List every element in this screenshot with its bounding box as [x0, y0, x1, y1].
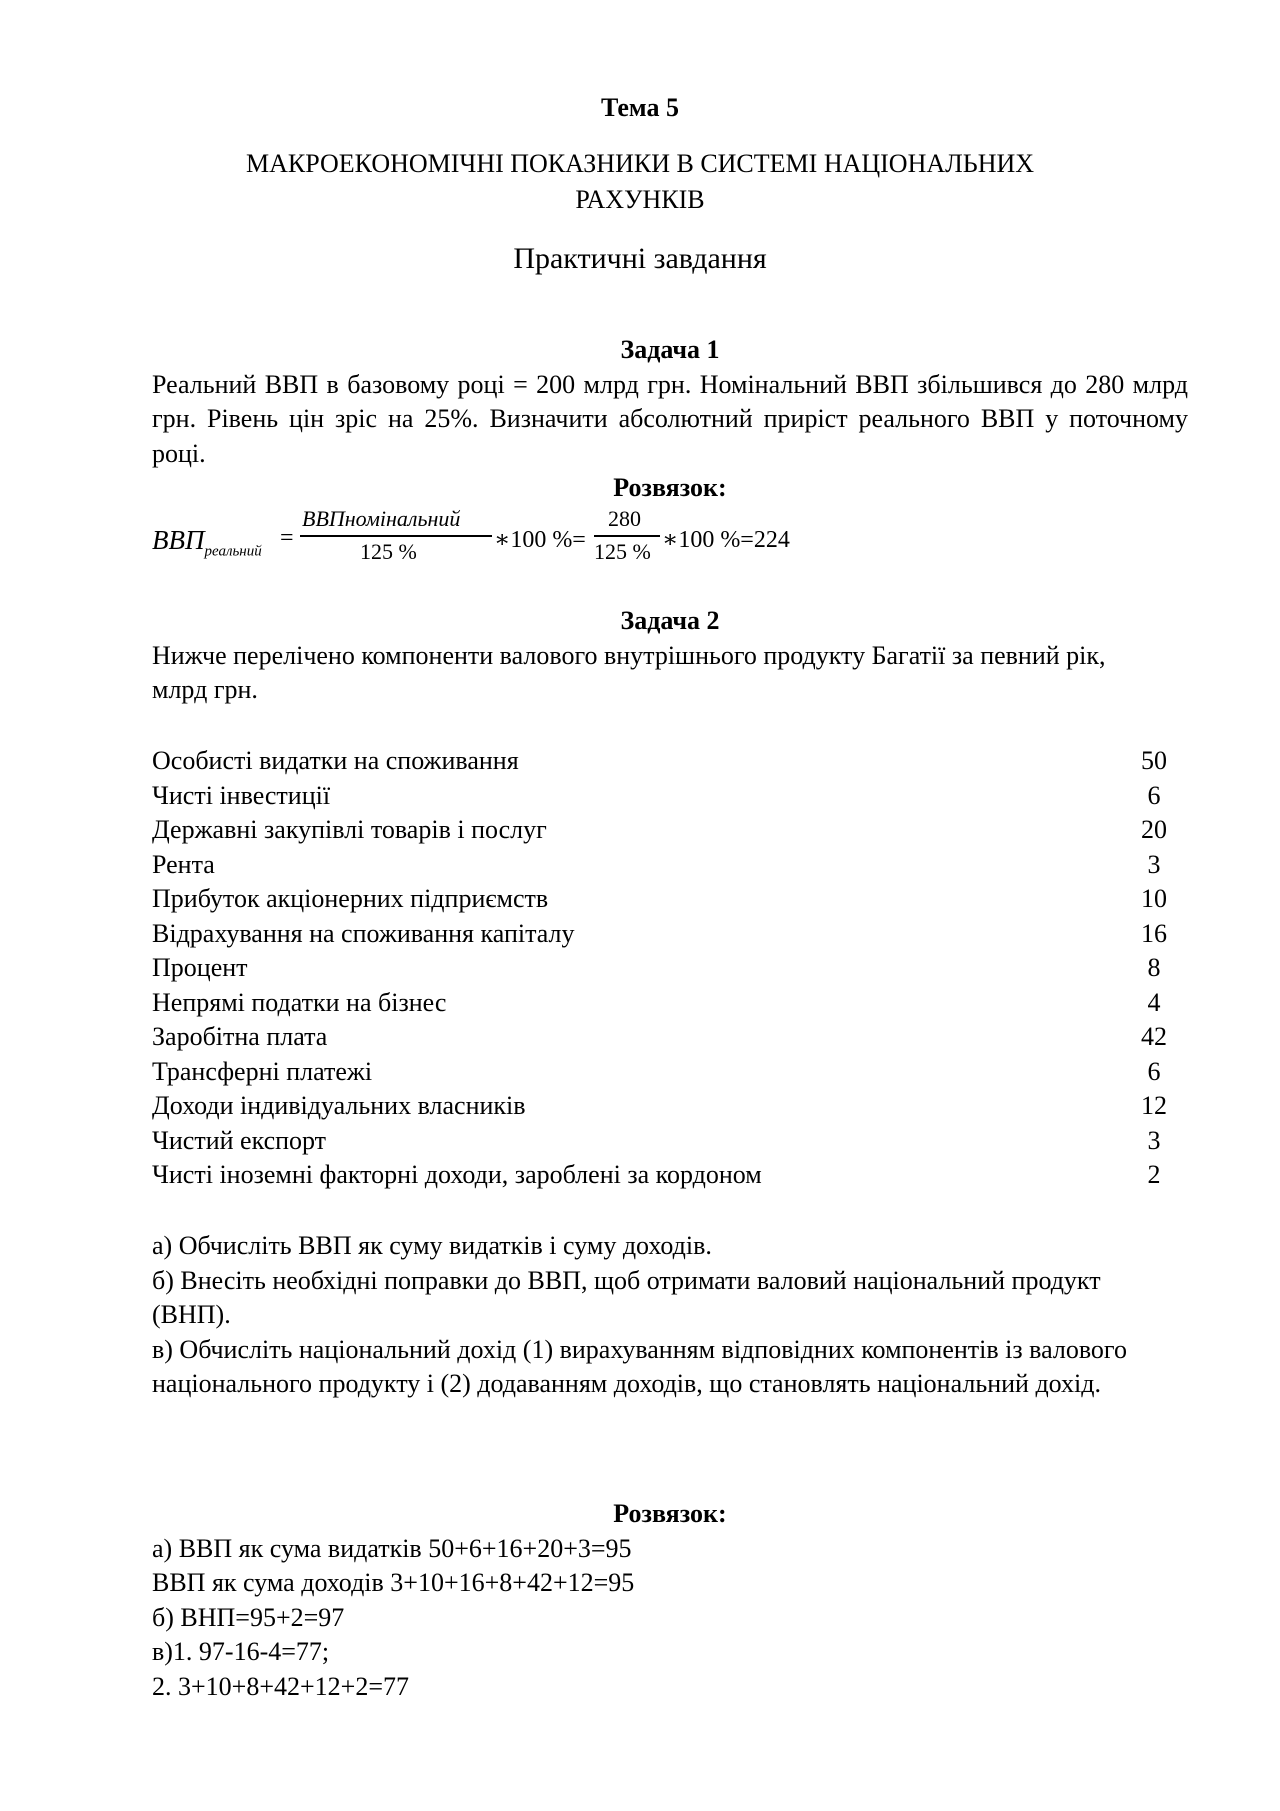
component-row: [152, 1055, 1188, 1090]
task2-intro: Нижче перелічено компоненти валового внутрішнього продукту Багатії за певний рік, млрд грн.: [152, 640, 1106, 704]
component-label: Чисті інвестиції: [152, 780, 331, 810]
component-label: Особисті видатки на споживання: [152, 746, 519, 775]
solution-line: б) ВНП=95+2=97: [152, 1602, 345, 1632]
component-value: 8: [1147, 953, 1161, 982]
task2-section: [152, 604, 1188, 708]
solution-line: ВВП як сума доходів 3+10+16+8+42+12=95: [152, 1568, 635, 1597]
component-label: Прибуток акціонерних підприємств: [152, 884, 549, 913]
component-label: Доходи індивідуальних власників: [152, 1091, 526, 1120]
formula-result: ∗100 %=224: [662, 527, 790, 553]
fraction-line-2: [594, 535, 660, 537]
formula-multiplier-1: ∗100 %=: [494, 527, 586, 553]
component-row: [152, 779, 1188, 814]
solution-line: 2. 3+10+8+42+12+2=77: [152, 1671, 409, 1701]
component-label: Державні закупівлі товарів і послуг: [152, 815, 547, 844]
component-row: [152, 848, 1188, 883]
component-value: 20: [1141, 815, 1167, 844]
component-value: 2: [1147, 1160, 1161, 1189]
task2-questions: [152, 1229, 1188, 1402]
component-value: 3: [1147, 1125, 1161, 1155]
formula-lhs: $ВВП_{реальний}$: [152, 525, 262, 560]
component-row: [152, 813, 1188, 848]
component-value: 6: [1147, 780, 1161, 810]
component-row: [152, 882, 1188, 917]
question-b: б) Внесіть необхідні поправки до ВВП, щоб отримати валовий національний продукт (ВНП).: [152, 1265, 1101, 1329]
question-c-line-2: національного продукту і (2) додаванням доходів, що становлять національний дохід.: [152, 1369, 1101, 1398]
topic-heading: Тема 5: [601, 93, 679, 122]
task1-heading: Задача 1: [620, 335, 720, 364]
component-row: [152, 1124, 1188, 1159]
task1-text: Реальний ВВП в базовому році = 200 млрд грн. Номінальний ВВП збільшився до 280 млрд грн. Рівень цін зріс на 25%. Визначити абсолютний приріст реального ВВП у поточному році.: [152, 369, 1188, 468]
component-value: 50: [1141, 746, 1167, 775]
question-a: а) Обчисліть ВВП як суму видатків і суму доходів.: [152, 1231, 712, 1260]
component-row: [152, 986, 1188, 1021]
task2-heading: Задача 2: [620, 606, 720, 635]
component-label: Заробітна плата: [152, 1022, 328, 1051]
page-title: МАКРОЕКОНОМІЧНІ ПОКАЗНИКИ В СИСТЕМІ НАЦІОНАЛЬНИХ РАХУНКІВ: [245, 149, 1035, 214]
task1-solution-heading: Розвязок:: [613, 473, 727, 502]
component-value: 16: [1141, 918, 1167, 948]
component-value: 42: [1141, 1022, 1167, 1051]
solution-line: а) ВВП як сума видатків 50+6+16+20+3=95: [152, 1533, 632, 1563]
solution-line: в)1. 97-16-4=77;: [152, 1637, 330, 1666]
question-c-line-1: в) Обчисліть національний дохід (1) вирахуванням відповідних компонентів із валового: [152, 1334, 1127, 1364]
fraction-line-1: [300, 535, 492, 537]
component-label: Відрахування на споживання капіталу: [152, 918, 575, 948]
formula-denominator-2: 125 %: [594, 539, 651, 564]
component-value: 6: [1147, 1056, 1161, 1086]
component-row: [152, 1089, 1188, 1124]
component-label: Процент: [152, 953, 248, 982]
component-row: [152, 1158, 1188, 1193]
task2-solution: [152, 1497, 1188, 1704]
component-row: [152, 1020, 1188, 1055]
component-row: [152, 951, 1188, 986]
task1-section: [152, 333, 1188, 506]
task2-solution-heading: Розвязок:: [613, 1499, 727, 1528]
component-value: 4: [1147, 987, 1161, 1017]
formula-equals: =: [280, 525, 294, 551]
component-row: [152, 744, 1188, 779]
components-list: [152, 744, 1188, 1193]
component-label: Чистий експорт: [152, 1125, 327, 1155]
component-label: Рента: [152, 849, 215, 879]
component-value: 3: [1147, 849, 1161, 879]
page-subtitle: Практичні завдання: [513, 242, 767, 275]
component-value: 10: [1141, 884, 1167, 913]
formula-denominator-1: 125 %: [360, 539, 417, 564]
solution-lines: [152, 1532, 1188, 1705]
component-value: 12: [1141, 1091, 1167, 1120]
formula-numerator-2: 280: [608, 506, 641, 531]
component-row: [152, 917, 1188, 952]
component-label: Трансферні платежі: [152, 1056, 373, 1086]
component-label: Чисті іноземні факторні доходи, зароблені за кордоном: [152, 1160, 762, 1189]
formula-lhs-subscript: реальний: [204, 543, 262, 560]
component-label: Непрямі податки на бізнес: [152, 987, 447, 1017]
formula-numerator-1: ВВПномінальний: [302, 506, 461, 531]
